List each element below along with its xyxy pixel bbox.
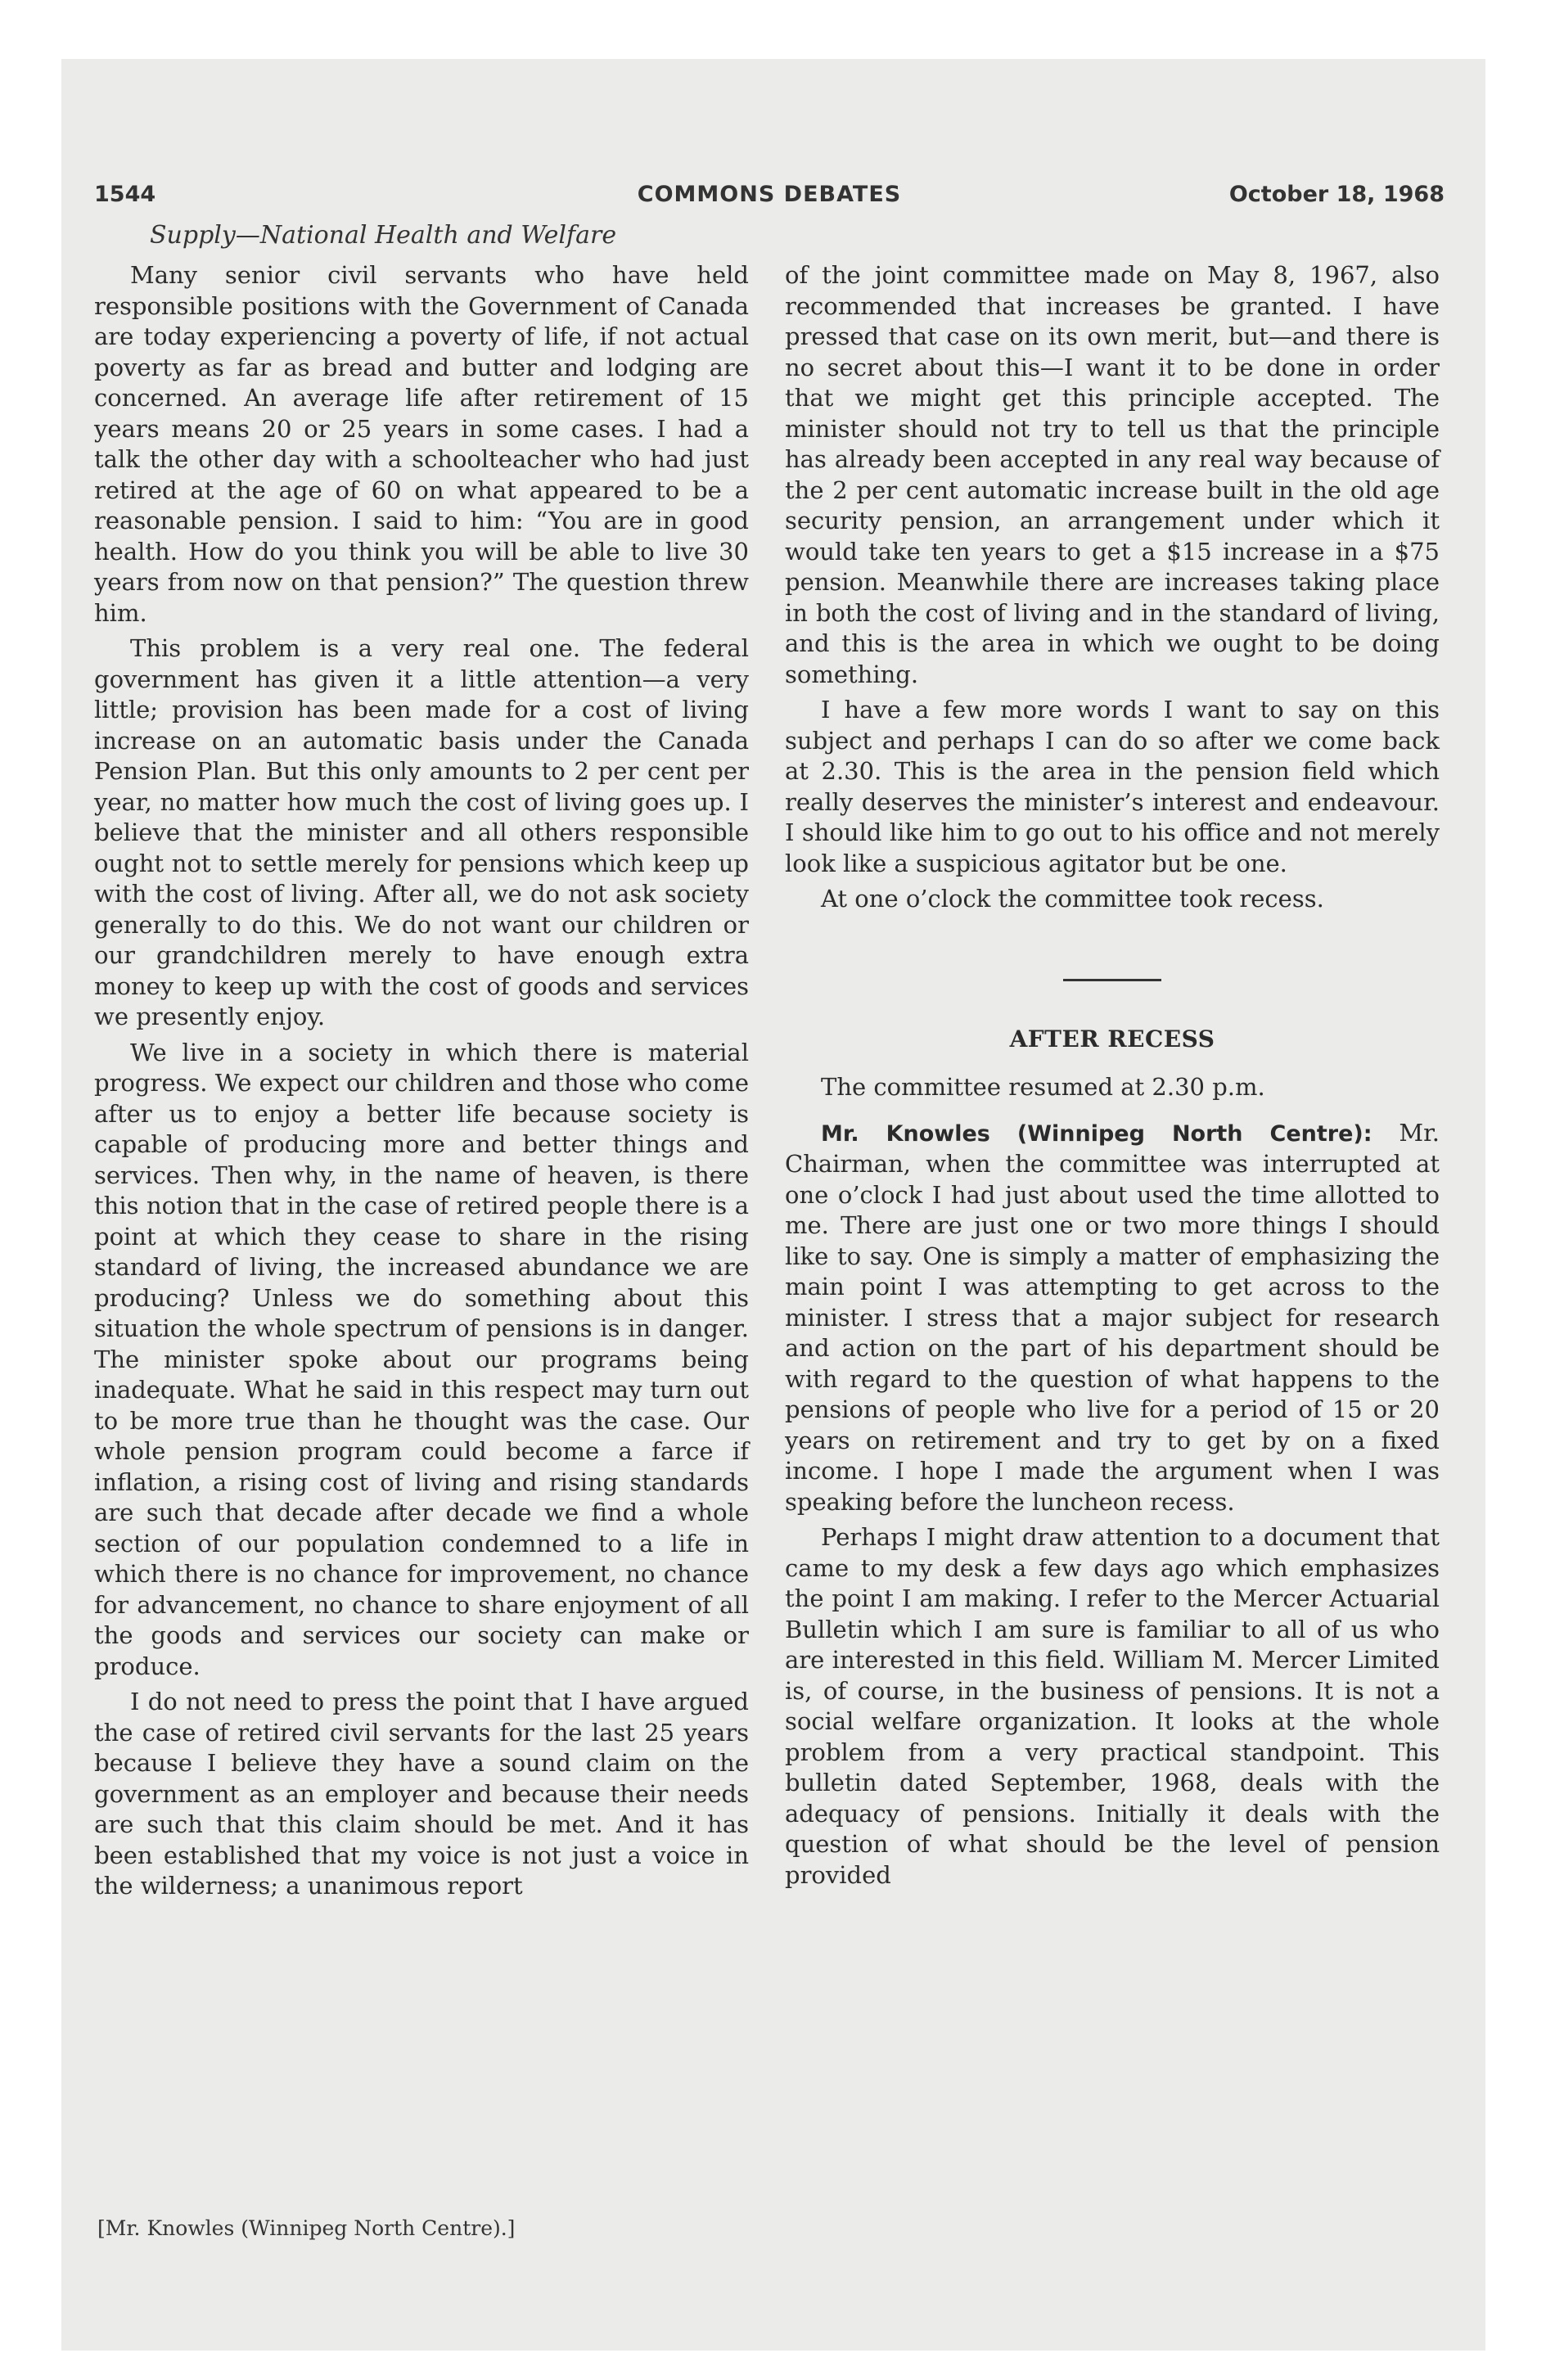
- page-number: 1544: [94, 182, 156, 207]
- paragraph: I have a few more words I want to say on this subject and perhaps I can do so after we come back at 2.30. This is the area in the pension field which really deserves the minister’s interest and endeavour. I should like him to go out to his office and not merely look like a suspicious agitator but be one.: [785, 696, 1440, 877]
- paragraph: We live in a society in which there is material progress. We expect our children and those who come after us to enjoy a better life because society is capable of producing more and better things and services. Then why, in the name of heaven, is there this notion that in the case of retired people there is a point at which they cease to share in the rising standard of living, the increased abundance we are producing? Unless we do something about this situation the whole spectrum of pensions is in danger. The minister spoke about our programs being inadequate. What he said in this respect may turn out to be more true than he thought was the case. Our whole pension program could become a farce if inflation, a rising cost of living and rising standards are such that decade after decade we find a whole section of our population condemned to a life in which there is no chance for improvement, no chance for advancement, no chance to share enjoyment of all the goods and services our society can make or produce.: [94, 1038, 749, 1680]
- paragraph: of the joint committee made on May 8, 1967, also recommended that increases be granted. I have pressed that case on its own merit, but—and there is no secret about this—I want it to be done in order that we might get this principle accepted. The minister should not try to tell us that the principle has already been accepted in any real way because of the 2 per cent automatic increase built in the old age security pension, an arrangement under which it would take ten years to get a $15 increase in a $75 pension. Meanwhile there are increases taking place in both the cost of living and in the standard of living, and this is the area in which we ought to be doing something.: [785, 261, 1440, 688]
- publication-title: COMMONS DEBATES: [637, 182, 902, 207]
- paragraph: Perhaps I might draw attention to a document that came to my desk a few days ago which emphasizes the point I am making. I refer to the Mercer Actuarial Bulletin which I am sure is familiar to all of us who are interested in this field. William M. Mercer Limited is, of course, in the business of pensions. It is not a social welfare organization. It looks at the whole problem from a very practical standpoint. This bulletin dated September, 1968, deals with the adequacy of pensions. Initially it deals with the question of what should be the level of pension provided: [785, 1523, 1440, 1889]
- scanned-page: [61, 59, 1485, 2351]
- paragraph: I do not need to press the point that I have argued the case of retired civil servants for the last 25 years because I believe they have a sound claim on the government as an employer and because their needs are such that this claim should be met. And it has been established that my voice is not just a voice in the wilderness; a unanimous report: [94, 1688, 749, 1900]
- subject-line: Supply—National Health and Welfare: [150, 221, 617, 250]
- right-column: [785, 260, 1440, 1895]
- speech-text: Mr. Chairman, when the committee was interrupted at one o’clock I had just about used the time allotted to me. There are just one or two more things I should like to say. One is simply a matter of emphasizing the main point I was attempting to get across to the minister. I stress that a major subject for research and action on the part of his department should be with regard to the question of what happens to the pensions of people who live for a period of 15 or 20 years on retirement and try to get by on a fixed income. I hope I made the argument when I was speaking before the luncheon recess.: [785, 1118, 1440, 1516]
- paragraph: Many senior civil servants who have held responsible positions with the Government of Canada are today experiencing a poverty of life, if not actual poverty as far as bread and butter and lodging are concerned. An average life after retirement of 15 years means 20 or 25 years in some cases. I had a talk the other day with a schoolteacher who had just retired at the age of 60 on what appeared to be a reasonable pension. I said to him: “You are in good health. How do you think you will be able to live 30 years from now on that pension?” The question threw him.: [94, 261, 749, 627]
- running-header: [94, 182, 1445, 223]
- page-content: [94, 182, 1445, 2240]
- speech-paragraph: [785, 1118, 1440, 1518]
- speaker-footer: [Mr. Knowles (Winnipeg North Centre).]: [97, 2216, 516, 2240]
- speaker-name: Mr. Knowles (Winnipeg North Centre):: [821, 1120, 1372, 1147]
- resumed-line: The committee resumed at 2.30 p.m.: [821, 1073, 1265, 1101]
- section-divider: [1063, 979, 1161, 981]
- section-heading: AFTER RECESS: [1009, 1025, 1215, 1053]
- publication-date: October 18, 1968: [1228, 182, 1445, 207]
- left-column: [94, 260, 749, 1907]
- paragraph: This problem is a very real one. The federal government has given it a little attention—a very little; provision has been made for a cost of living increase on an automatic basis under the Canada Pension Plan. But this only amounts to 2 per cent per year, no matter how much the cost of living goes up. I believe that the minister and all others responsible ought not to settle merely for pensions which keep up with the cost of living. After all, we do not ask society generally to do this. We do not want our children or our grandchildren merely to have enough extra money to keep up with the cost of goods and services we presently enjoy.: [94, 634, 749, 1030]
- paragraph: At one o’clock the committee took recess.: [821, 885, 1324, 913]
